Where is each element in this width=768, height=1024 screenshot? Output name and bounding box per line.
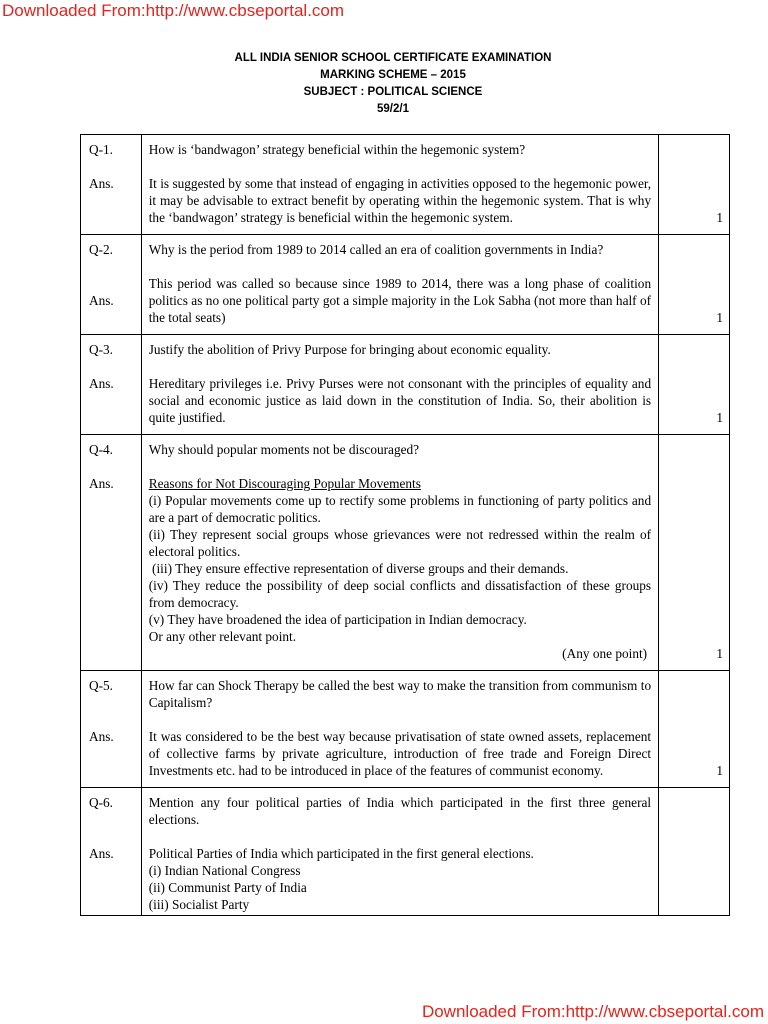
subject-title: SUBJECT : POLITICAL SCIENCE — [303, 86, 483, 98]
question-text: Why should popular moments not be discouraged? — [148, 442, 420, 457]
label-cell — [81, 435, 142, 671]
marks-cell: 1 — [659, 671, 730, 788]
answer-text: This period was called so because since 1989 to 2014, there was a long phase of coalition politics as no one political party got a simple majority in the Lok Sabha (not more than half of the total seats) — [148, 276, 652, 325]
marks-cell — [659, 788, 730, 916]
content-cell — [141, 335, 658, 435]
question-number: Q-6. — [89, 795, 114, 810]
label-cell — [81, 235, 142, 335]
answer-text: Political Parties of India which participated in the first general elections. — [148, 846, 534, 861]
marking-note: (Any one point) — [562, 646, 648, 661]
content-cell — [141, 235, 658, 335]
question-number: Q-4. — [89, 442, 114, 457]
table-row — [81, 335, 730, 435]
table-row — [81, 235, 730, 335]
marks-cell: 1 — [659, 335, 730, 435]
marking-scheme-table — [80, 134, 730, 916]
answer-point: (ii) They represent social groups whose grievances were not redressed within the realm of electoral politics. — [148, 527, 652, 559]
answer-point: Or any other relevant point. — [148, 629, 297, 644]
question-text: Mention any four political parties of India which participated in the first three general elections. — [148, 795, 652, 827]
content-cell — [141, 435, 658, 671]
question-number: Q-5. — [89, 678, 114, 693]
answer-point: (iii) Socialist Party — [148, 897, 250, 912]
question-text: Justify the abolition of Privy Purpose for bringing about economic equality. — [148, 342, 551, 357]
answer-text: Hereditary privileges i.e. Privy Purses were not consonant with the principles of equality and social and economic justice as laid down in the constitution of India. So, their abolition is quite justified. — [148, 376, 652, 425]
answer-label: Ans. — [89, 846, 114, 861]
exam-title: ALL INDIA SENIOR SCHOOL CERTIFICATE EXAMINATION — [234, 52, 552, 64]
question-number: Q-1. — [89, 142, 114, 157]
label-cell — [81, 135, 142, 235]
download-source-banner-top: Downloaded From:http://www.cbseportal.com — [2, 1, 345, 20]
document-header — [0, 50, 768, 118]
marks-cell: 1 — [659, 235, 730, 335]
table-row — [81, 435, 730, 671]
question-text: How is ‘bandwagon’ strategy beneficial within the hegemonic system? — [148, 142, 526, 157]
content-cell — [141, 135, 658, 235]
content-cell — [141, 671, 658, 788]
answer-label: Ans. — [89, 476, 114, 491]
answer-text: It is suggested by some that instead of engaging in activities opposed to the hegemonic power, it may be advisable to extract benefit by operating within the hegemonic system. That is why the ‘bandwagon’ strategy is beneficial within the hegemonic system. — [148, 176, 652, 225]
download-source-banner-bottom: Downloaded From:http://www.cbseportal.com — [421, 1002, 764, 1021]
answer-label: Ans. — [89, 376, 114, 391]
answer-point: (v) They have broadened the idea of participation in Indian democracy. — [148, 612, 527, 627]
label-cell — [81, 671, 142, 788]
answer-heading: Reasons for Not Discouraging Popular Movements — [148, 476, 421, 491]
table-row — [81, 671, 730, 788]
marks-cell: 1 — [659, 435, 730, 671]
answer-text: It was considered to be the best way because privatisation of state owned assets, replacement of collective farms by private agriculture, introduction of free trade and Foreign Direct Investments etc. had to be introduced in place of the features of communist economy. — [148, 729, 652, 778]
scheme-title: MARKING SCHEME – 2015 — [320, 69, 466, 81]
table-row — [81, 788, 730, 916]
question-number: Q-2. — [89, 242, 114, 257]
paper-code: 59/2/1 — [377, 103, 409, 115]
label-cell — [81, 788, 142, 916]
question-number: Q-3. — [89, 342, 114, 357]
question-text: Why is the period from 1989 to 2014 called an era of coalition governments in India? — [148, 242, 604, 257]
question-text: How far can Shock Therapy be called the best way to make the transition from communism to Capitalism? — [148, 678, 652, 710]
content-cell — [141, 788, 658, 916]
answer-point: (iii) They ensure effective representation of diverse groups and their demands. — [148, 561, 569, 576]
answer-label: Ans. — [89, 293, 114, 308]
answer-point: (iv) They reduce the possibility of deep social conflicts and dissatisfaction of these groups from democracy. — [148, 578, 652, 610]
label-cell — [81, 335, 142, 435]
answer-point: (ii) Communist Party of India — [148, 880, 307, 895]
table-row — [81, 135, 730, 235]
answer-point: (i) Indian National Congress — [148, 863, 301, 878]
answer-point: (i) Popular movements come up to rectify some problems in functioning of party politics and are a part of democratic politics. — [148, 493, 652, 525]
answer-label: Ans. — [89, 176, 114, 191]
answer-label: Ans. — [89, 729, 114, 744]
marks-cell: 1 — [659, 135, 730, 235]
